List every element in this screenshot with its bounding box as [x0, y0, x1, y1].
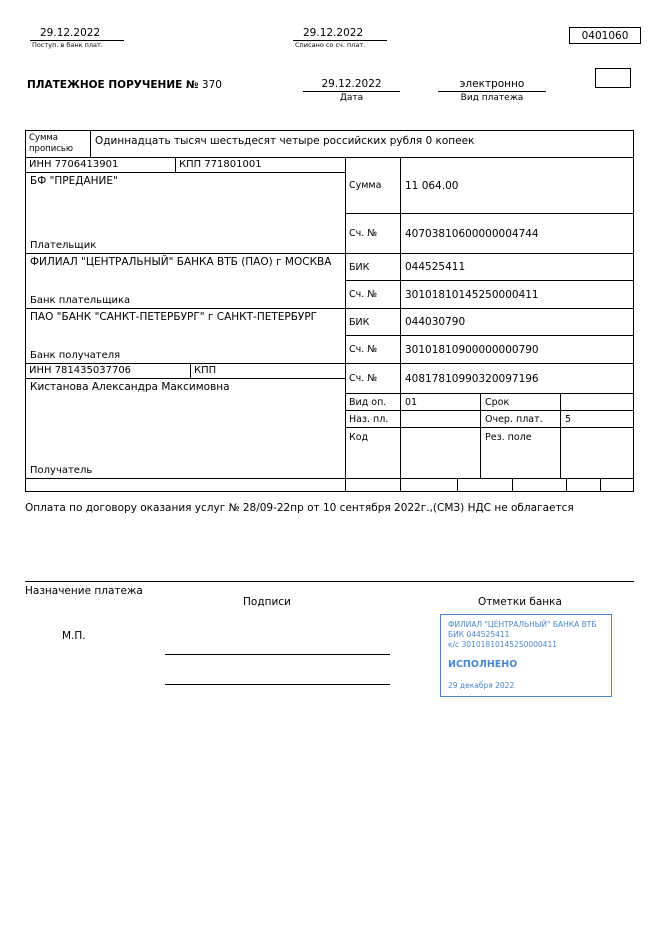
payer-account: 40703810600000004744 [405, 227, 539, 240]
payer-bank-row [26, 254, 633, 309]
code-label: Код [346, 428, 401, 478]
op-kind-value: 01 [401, 394, 481, 410]
strip-cell [567, 479, 601, 491]
priority-label: Очер. плат. [481, 411, 561, 427]
naz-pl-value [401, 411, 481, 427]
receiver-bank-row [26, 309, 633, 364]
budget-fields-row [26, 479, 633, 491]
receiver-inn: ИНН 781435037706 [26, 364, 191, 378]
stamp-status: ИСПОЛНЕНО [448, 659, 518, 671]
payment-purpose-label: Назначение платежа [25, 585, 143, 597]
sum-label: Сумма [346, 158, 401, 213]
amount-words-label: Сумма прописью [26, 131, 91, 157]
payer-row [26, 158, 633, 254]
document-title [27, 79, 222, 91]
receiver-bank-name: ПАО "БАНК "САНКТ-ПЕТЕРБУРГ" г САНКТ-ПЕТЕРБУРГ [30, 311, 318, 323]
payer-bank-name: ФИЛИАЛ "ЦЕНТРАЛЬНЫЙ" БАНКА ВТБ (ПАО) г МОСКВА [30, 256, 332, 268]
signature-line-1 [165, 654, 390, 655]
payer-bank-bik-label: БИК [346, 254, 401, 280]
payer-account-label: Сч. № [346, 214, 401, 253]
debited-date: 29.12.2022 [293, 27, 387, 41]
doc-date-caption: Дата [339, 93, 364, 103]
payment-table [25, 130, 634, 492]
payer-kpp: КПП 771801001 [179, 159, 262, 170]
code-value [401, 428, 481, 478]
reserve-field-label: Рез. поле [481, 428, 561, 478]
priority-value: 5 [565, 413, 572, 425]
amount-words: Одиннадцать тысяч шестьдесят четыре российских рубля 0 копеек [95, 135, 475, 147]
payer-bank-role-label: Банк плательщика [30, 295, 131, 306]
receiver-role-label: Получатель [30, 465, 93, 476]
stamp-date: 29 декабря 2022 [448, 681, 515, 691]
stamp-bank-name: ФИЛИАЛ "ЦЕНТРАЛЬНЫЙ" БАНКА ВТБ [448, 620, 597, 629]
doc-date-block [303, 78, 400, 103]
received-date: 29.12.2022 [30, 27, 124, 41]
strip-cell [601, 479, 633, 491]
received-date-block [30, 27, 124, 49]
payment-kind-block [438, 78, 546, 103]
term-label: Срок [481, 394, 561, 410]
payer-role-label: Плательщик [30, 240, 97, 251]
strip-cell [26, 479, 346, 491]
amount-words-row [26, 131, 633, 158]
form-code-box [569, 27, 641, 44]
receiver-bank-account: 30101810900000000790 [405, 343, 539, 356]
doc-date: 29.12.2022 [303, 78, 400, 92]
payment-kind-caption: Вид платежа [460, 93, 524, 103]
payment-kind: электронно [438, 78, 546, 92]
op-kind-label: Вид оп. [346, 394, 401, 410]
stamp-place-label: М.П. [62, 630, 86, 642]
payment-purpose-text: Оплата по договору оказания услуг № 28/09-22пр от 10 сентября 2022г.,(СМЗ) НДС не облагается [25, 502, 574, 514]
receiver-kpp-label: КПП [194, 365, 217, 376]
bank-stamp [440, 614, 612, 697]
stamp-corr-account: к/с 30101810145250000411 [448, 640, 557, 650]
strip-cell [346, 479, 401, 491]
receiver-bank-account-label: Сч. № [346, 336, 401, 363]
document-number: 370 [201, 79, 222, 91]
payer-inn-kpp-row [26, 158, 345, 173]
received-date-label: Поступ. в банк плат. [32, 41, 103, 49]
payer-bank-account: 30101810145250000411 [405, 288, 539, 301]
bank-marks-label: Отметки банка [478, 596, 562, 608]
stamp-bik: БИК 044525411 [448, 630, 510, 640]
receiver-row [26, 364, 633, 479]
signature-line-2 [165, 684, 390, 685]
receiver-inn-kpp-row [26, 364, 345, 379]
sum-value: 11 064.00 [405, 179, 459, 192]
signatures-label: Подписи [243, 596, 291, 608]
receiver-account: 40817810990320097196 [405, 372, 539, 385]
receiver-account-label: Сч. № [346, 364, 401, 393]
debited-date-block [293, 27, 387, 49]
payer-name: БФ "ПРЕДАНИЕ" [30, 175, 118, 187]
naz-pl-label: Наз. пл. [346, 411, 401, 427]
payer-bank-bik: 044525411 [405, 261, 466, 273]
debited-date-label: Списано со сч. плат. [295, 41, 366, 49]
document-title-text: ПЛАТЕЖНОЕ ПОРУЧЕНИЕ № [27, 79, 199, 91]
receiver-bank-role-label: Банк получателя [30, 350, 121, 361]
corner-box [595, 68, 631, 88]
receiver-name: Кистанова Александра Максимовна [30, 381, 230, 393]
receiver-bank-bik: 044030790 [405, 316, 466, 328]
payer-inn: ИНН 7706413901 [26, 158, 176, 172]
purpose-separator-line [25, 581, 634, 582]
payer-bank-account-label: Сч. № [346, 281, 401, 308]
strip-cell [458, 479, 513, 491]
form-code: 0401060 [581, 29, 629, 42]
strip-cell [401, 479, 458, 491]
reserve-field-value [561, 428, 633, 478]
strip-cell [513, 479, 567, 491]
term-value [561, 394, 633, 410]
receiver-bank-bik-label: БИК [346, 309, 401, 335]
